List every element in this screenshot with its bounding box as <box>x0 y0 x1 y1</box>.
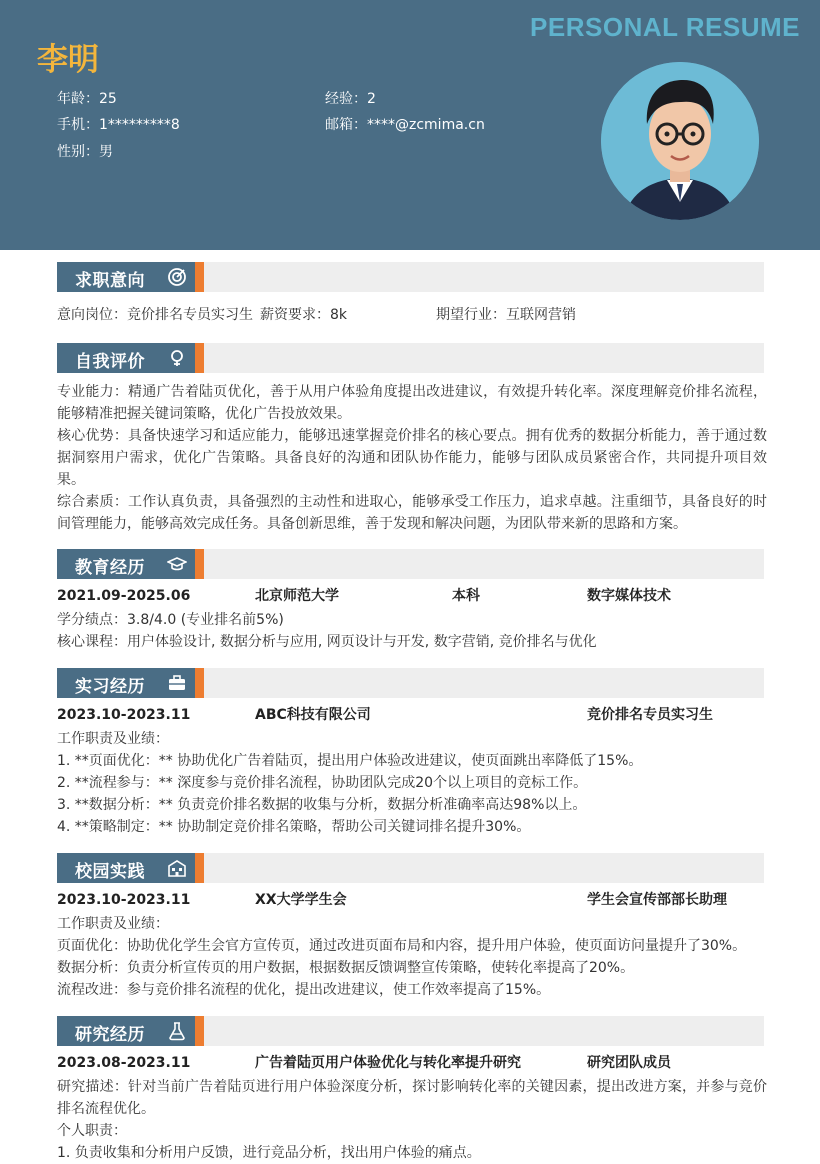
gender-label: 性别： <box>57 144 99 160</box>
section-title: 自我评价 <box>75 352 145 372</box>
section-campus-header <box>57 853 764 883</box>
phone-field <box>57 115 180 135</box>
industry-value: 互联网营销 <box>506 307 576 323</box>
section-accent <box>195 668 204 698</box>
section-intent-header <box>57 262 764 292</box>
flask-icon <box>167 1021 187 1041</box>
campus-role: 学生会宣传部部长助理 <box>587 892 727 908</box>
education-school: 北京师范大学 <box>255 588 339 604</box>
section-research-header <box>57 1016 764 1046</box>
research-date: 2023.08-2023.11 <box>57 1055 191 1071</box>
campus-duties-label: 工作职责及业绩： <box>57 916 169 932</box>
education-degree: 本科 <box>452 588 480 604</box>
age-label: 年龄： <box>57 91 99 107</box>
building-icon <box>167 858 187 878</box>
internship-duties-label: 工作职责及业绩： <box>57 731 169 747</box>
target-icon <box>167 267 187 287</box>
profile-photo <box>601 62 759 220</box>
section-title: 研究经历 <box>75 1025 145 1045</box>
internship-item: 4. **策略制定：** 协助制定竞价排名策略，帮助公司关键词排名提升30%。 <box>57 819 531 835</box>
position-value: 竞价排名专员实习生 <box>127 307 253 323</box>
industry-label: 期望行业： <box>436 307 506 323</box>
section-self-eval-label <box>57 343 195 373</box>
campus-item: 流程改进：参与竞价排名流程的优化，提出改进建议，使工作效率提高了15%。 <box>57 982 551 998</box>
research-description: 研究描述：针对当前广告着陆页进行用户体验深度分析，探讨影响转化率的关键因素，提出改进方案，并参与竞价排名流程优化。 <box>57 1079 767 1117</box>
section-title: 实习经历 <box>75 677 145 697</box>
position-label: 意向岗位： <box>57 307 127 323</box>
research-duties-label: 个人职责： <box>57 1123 127 1139</box>
education-major: 数字媒体技术 <box>587 588 671 604</box>
lightbulb-icon <box>167 348 187 368</box>
education-courses: 核心课程：用户体验设计, 数据分析与应用, 网页设计与开发, 数字营销, 竞价排名与优化 <box>57 634 597 650</box>
section-title: 校园实践 <box>75 862 145 882</box>
section-internship-header <box>57 668 764 698</box>
salary-label: 薪资要求： <box>260 307 330 323</box>
research-project: 广告着陆页用户体验优化与转化率提升研究 <box>255 1055 521 1071</box>
email-label: 邮箱： <box>325 117 367 133</box>
section-education-header <box>57 549 764 579</box>
self-eval-overall: 综合素质：工作认真负责，具备强烈的主动性和进取心，能够承受工作压力，追求卓越。注重细节，具备良好的时间管理能力，能够高效完成任务。具备创新思维，善于发现和解决问题，为团队带来新的思路和方案。 <box>57 494 767 532</box>
gender-value: 男 <box>99 144 113 160</box>
section-self-eval-header <box>57 343 764 373</box>
education-date: 2021.09-2025.06 <box>57 588 191 604</box>
research-item: 1. 负责收集和分析用户反馈，进行竞品分析，找出用户体验的痛点。 <box>57 1145 481 1161</box>
portrait-illustration <box>601 62 759 220</box>
candidate-name: 李明 <box>37 42 99 78</box>
gender-field <box>57 142 113 162</box>
education-gpa: 学分绩点：3.8/4.0 (专业排名前5%) <box>57 612 284 628</box>
intent-position <box>57 304 253 326</box>
section-title: 教育经历 <box>75 558 145 578</box>
email-value: ****@zcmima.cn <box>367 117 485 133</box>
self-eval-professional: 专业能力：精通广告着陆页优化，善于从用户体验角度提出改进建议，有效提升转化率。深度理解竞价排名流程，能够精准把握关键词策略，优化广告投放效果。 <box>57 384 767 422</box>
phone-value: 1*********8 <box>99 117 180 133</box>
campus-org: XX大学学生会 <box>255 892 347 908</box>
phone-label: 手机： <box>57 117 99 133</box>
section-education-label <box>57 549 195 579</box>
research-role: 研究团队成员 <box>587 1055 671 1071</box>
internship-company: ABC科技有限公司 <box>255 707 371 723</box>
internship-item: 3. **数据分析：** 负责竞价排名数据的收集与分析，数据分析准确率高达98%以上。 <box>57 797 587 813</box>
self-eval-core: 核心优势：具备快速学习和适应能力，能够迅速掌握竞价排名的核心要点。拥有优秀的数据分析能力，善于通过数据洞察用户需求，优化广告策略。具备良好的沟通和团队协作能力，能够与团队成员紧密合作，共同提升项目效果。 <box>57 428 767 488</box>
age-field <box>57 89 117 109</box>
briefcase-icon <box>167 673 187 693</box>
section-accent <box>195 343 204 373</box>
campus-item: 数据分析：负责分析宣传页的用户数据，根据数据反馈调整宣传策略，使转化率提高了20%。 <box>57 960 635 976</box>
internship-date: 2023.10-2023.11 <box>57 707 191 723</box>
email-field <box>325 115 485 135</box>
experience-label: 经验： <box>325 91 367 107</box>
age-value: 25 <box>99 91 117 107</box>
section-accent <box>195 853 204 883</box>
campus-item: 页面优化：协助优化学生会官方宣传页，通过改进页面布局和内容，提升用户体验，使页面访问量提升了30%。 <box>57 938 747 954</box>
section-internship-label <box>57 668 195 698</box>
internship-item: 2. **流程参与：** 深度参与竞价排名流程，协助团队完成20个以上项目的竞标工作。 <box>57 775 588 791</box>
internship-role: 竞价排名专员实习生 <box>587 707 713 723</box>
campus-date: 2023.10-2023.11 <box>57 892 191 908</box>
section-accent <box>195 262 204 292</box>
experience-field <box>325 89 376 109</box>
graduation-cap-icon <box>167 554 187 574</box>
section-campus-label <box>57 853 195 883</box>
section-intent-label <box>57 262 195 292</box>
internship-item: 1. **页面优化：** 协助优化广告着陆页，提出用户体验改进建议，使页面跳出率降低了15%。 <box>57 753 643 769</box>
section-accent <box>195 549 204 579</box>
experience-value: 2 <box>367 91 376 107</box>
resume-header <box>0 0 820 250</box>
intent-salary <box>260 304 347 326</box>
intent-industry <box>436 304 576 326</box>
section-accent <box>195 1016 204 1046</box>
salary-value: 8k <box>330 307 348 323</box>
resume-title: PERSONAL RESUME <box>530 12 800 42</box>
section-title: 求职意向 <box>75 271 145 291</box>
section-research-label <box>57 1016 195 1046</box>
